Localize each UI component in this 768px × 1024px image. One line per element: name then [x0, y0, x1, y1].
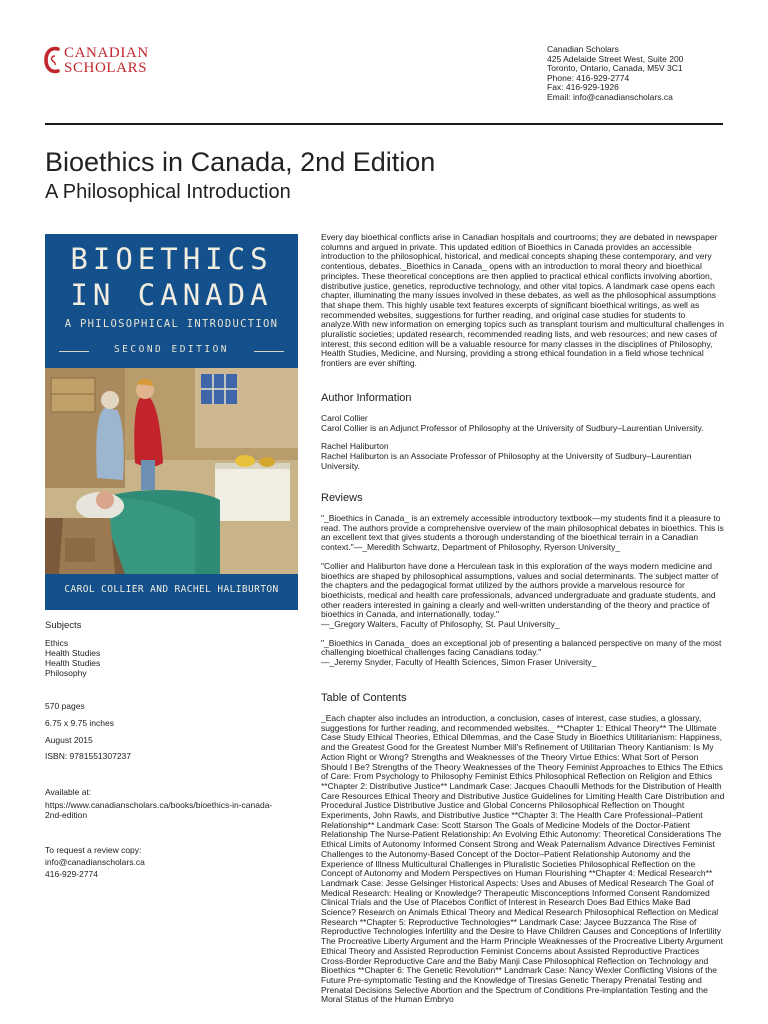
logo-c-icon: [44, 44, 60, 76]
review-copy-phone: 416-929-2774: [45, 869, 98, 879]
review-text: "_Bioethics in Canada_ is an extremely accessible introductory textbook—my students find it a pleasure to read. The authors provide a comprehensive overview of the main philosophical debates in bioethics. This is an excellent text that gives students a thorough understanding of the bioethical terrain in a Canadian context."—_Meredith Schwartz, Department of Philosophy, Ryerson University_: [321, 513, 724, 553]
cover-title-line2: IN CANADA: [70, 278, 273, 312]
cover-rule-right: [254, 351, 284, 352]
publisher-logo[interactable]: [44, 44, 184, 80]
subject-item[interactable]: Health Studies: [45, 648, 101, 658]
review-item: [321, 639, 726, 668]
isbn: ISBN: 9781551307237: [45, 751, 132, 762]
reviews-list: [321, 514, 726, 677]
book-subtitle: A Philosophical Introduction: [45, 181, 291, 203]
review-text: "Collier and Haliburton have done a Herculean task in this exploration of the ways modern medicine and bioethics are shaped by philosophical assumptions, values and social determinants. The subject matter of the chapters and the pedagogical format utilized by the authors provide a marvelous resource for bioethicists, medical and health care professionals, advanced undergraduate and graduate students, and other readers interested in gaining a clearly and well-written understanding of the theory and practice of bioethics in Canada, and internationally, today.": [321, 560, 719, 620]
trim-size: 6.75 x 9.75 inches: [45, 717, 114, 728]
header-divider: [45, 123, 723, 125]
cover-painting: [45, 368, 298, 574]
publication-date: August 2015: [45, 734, 93, 745]
cover-edition: SECOND EDITION: [113, 344, 230, 355]
subject-item[interactable]: Ethics: [45, 638, 69, 648]
availability-url-cont[interactable]: 2nd-edition: [45, 810, 88, 820]
contact-address: 425 Adelaide Street West, Suite 200: [547, 53, 684, 64]
author-info-heading: Author Information: [321, 392, 412, 404]
book-description: [321, 233, 726, 369]
contact-city: Toronto, Ontario, Canada, M5V 3C1: [547, 63, 683, 74]
review-item: [321, 514, 726, 553]
review-attribution: —_Gregory Walters, Faculty of Philosophy, St. Paul University_: [321, 619, 560, 630]
review-attribution: —_Jeremy Snyder, Faculty of Health Sciences, Simon Fraser University_: [321, 657, 597, 668]
contact-email[interactable]: Email: info@canadianscholars.ca: [547, 91, 673, 102]
cover-title-line1: BIOETHICS: [70, 242, 273, 276]
reviews-heading: Reviews: [321, 492, 363, 504]
subject-item[interactable]: Philosophy: [45, 668, 87, 678]
logo-text-scholars: SCHOLARS: [64, 60, 148, 76]
book-details: [45, 701, 131, 768]
subjects-heading: Subjects: [45, 620, 82, 631]
table-of-contents: [321, 714, 726, 1024]
author-bio: Carol Collier is an Adjunct Professor of Philosophy at the University of Sudbury–Laurentian University.: [321, 422, 704, 433]
book-cover-image: [45, 234, 298, 610]
review-copy-email[interactable]: info@canadianscholars.ca: [45, 857, 145, 867]
author-list: [321, 414, 726, 472]
author-name: Rachel Haliburton: [321, 441, 389, 452]
description-text: Every day bioethical conflicts arise in Canadian hospitals and courtrooms; they are debated in newspaper columns and argued in private. This updated edition of Bioethics in Canada provides an accessible introduction to the philosophical, historical, and medical concepts shaping these contemporary, and very contentious, debates._Bioethics in Canada_ opens with an introduction to moral theory and bioethical principles. These theoretical conceptions are then applied to practical ethical conflicts involving abortion, distributive justice, genetics, reproductive technology, and other vital topics. A landmark case opens each chapter, illuminating the many issues involved in these debates, as well as the philosophical assumptions that shape them. This highly usable text features excerpts of significant bioethical writings, as well as recommended websites, suggestions for further reading, and original case studies for students to analyze.With new information on emerging topics such as transplant tourism and multicultural challenges in pluralistic societies; updated research, recommended reading lists, and web resources; and new cases of interest, this second edition will be a valuable resource for many classes in the disciplines of Philosophy, Health Studies, Medicine, and Nursing, providing a strong ethical foundation in a field whose technical frontiers are ever shifting.: [321, 232, 725, 369]
review-item: [321, 562, 726, 630]
logo-text-canadian: CANADIAN: [64, 45, 149, 61]
review-copy-label: To request a review copy:: [45, 845, 142, 855]
availability-label: Available at:: [45, 787, 92, 797]
toc-text: _Each chapter also includes an introduction, a conclusion, cases of interest, case studies, a glossary, suggestions for further reading, and recommended websites._ **Chapter 1: Ethical Theory** The Ultimate Case Study Ethical Theories, Ethical Dilemmas, and the Case Study in Bioethics Utilitarianism: Happiness, and the Greatest Good for the Greatest Number Mill's Refinement of Utilitarian Theory Kantianism: Is My Action Right or Wrong? Strengths and Weaknesses of the Theory Virtue Ethics: What Sort of Person Should I Be? Strengths of the Theory Weaknesses of the Theory Feminist Approaches to Ethics The Ethics of Care: From Psychology to Philosophy Feminist Ethics Philosophical Reflection on Religion and Ethics **Chapter 2: Distributive Justice** Landmark Case: Jacques Chaoulli Methods for the Distribution of Health Care Resources Ethical Theory and Distributive Justice Guidelines for Limiting Health Care Distribution and Procedural Justice Distributive Justice and Global Concerns Philosophical Reflection on Thought Experiments, John Rawls, and Distributive Justice **Chapter 3: The Health Care Professional–Patient Relationship** Landmark Case: Scott Starson The Goals of Medicine Models of the Doctor-Patient Relationship The Nurse-Patient Relationship: An Evolving Ethic Autonomy: Theoretical Considerations The Ethical Limits of Autonomy Informed Consent Strong and Weak Paternalism Advance Directives Feminist Challenges to the Autonomy-Based Concept of the Doctor–Patient Relationship Autonomy and the Experience of Illness Multicultural Challenges in Pluralistic Societies Philosophical Reflection on the Concept of Autonomy and Modern Perspectives on Human Flourishing **Chapter 4: Medical Research** Landmark Case: Jesse Gelsinger Historical Aspects: Uses and Abuses of Medical Research The Goal of Medical Research: Healing or Knowledge? Therapeutic Misconceptions Informed Consent Randomized Clinical Trials and the Use of Placebos Conflict of Interest in Research Does Bad Ethics Make Bad Science? Research on Animals Ethical Theory and Medical Research Philosophical Reflection on Medical Research **Chapter 5: Reproductive Technologies** Landmark Case: Jaycee Buzzanca The Rise of Reproductive Technologies Infertility and the Desire to Have Children Causes and Conceptions of Infertility The Procreative Liberty Argument and the Harm Principle Weaknesses of the Procreative Liberty Argument Ethical Theory and Assisted Reproduction Feminist Concerns about Assisted Reproductive Practices Cross-Border Reproductive Care and the Baby Manji Case Philosophical Reflection on Technology and Bioethics **Chapter 6: The Genetic Revolution** Landmark Case: Nancy Wexler Conflicting Visions of the Future Pre-symptomatic Testing and the Knowledge of Tiresias Genetic Therapy Prenatal Testing and Prenatal Decisions Selective Abortion and the Spectrum of Conditions Pre-implantation Testing and the Moral Status of the Human Embryo: [321, 714, 725, 1005]
page-count: 570 pages: [45, 701, 85, 711]
availability: [45, 787, 272, 820]
author-name: Carol Collier: [321, 413, 368, 423]
cover-subtitle: A PHILOSOPHICAL INTRODUCTION: [64, 318, 279, 330]
review-text: "_Bioethics in Canada_ does an exceptional job of presenting a balanced perspective on many of the most challenging bioethical challenges facing Canadians today.": [321, 637, 722, 658]
toc-heading: Table of Contents: [321, 692, 407, 704]
contact-phone: Phone: 416-929-2774: [547, 72, 630, 83]
availability-url[interactable]: https://www.canadianscholars.ca/books/bioethics-in-canada-: [45, 800, 273, 810]
contact-fax: Fax: 416-929-1926: [547, 82, 619, 93]
author-bio: Rachel Haliburton is an Associate Professor of Philosophy at the University of Sudbury–Laurentian University.: [321, 451, 692, 471]
cover-authors: CAROL COLLIER AND RACHEL HALIBURTON: [64, 584, 279, 595]
review-copy-request: [45, 845, 145, 879]
contact-name: Canadian Scholars: [547, 44, 619, 54]
subject-item[interactable]: Health Studies: [45, 658, 101, 668]
subjects-list: [45, 638, 100, 678]
book-title: Bioethics in Canada, 2nd Edition: [45, 147, 436, 177]
publisher-contact: [547, 45, 683, 103]
